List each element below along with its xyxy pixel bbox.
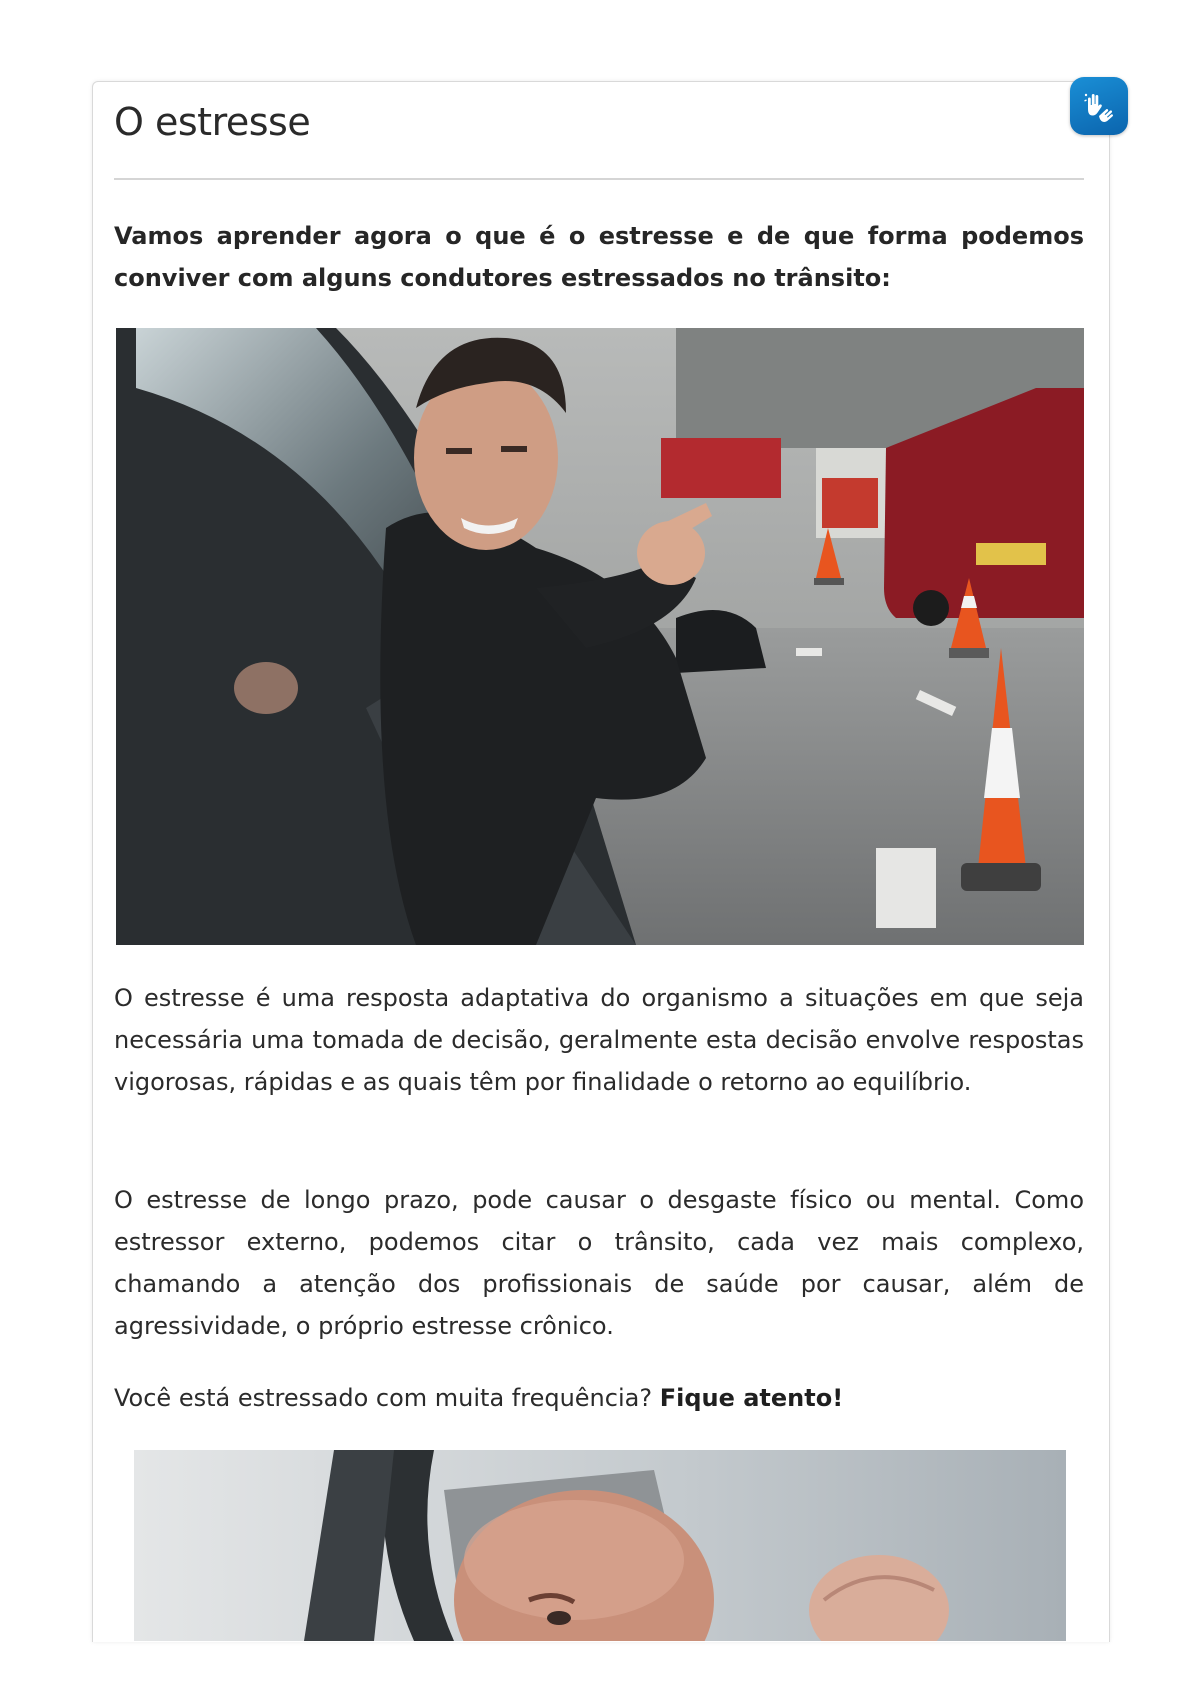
- sign-language-button[interactable]: [1070, 77, 1128, 135]
- intro-text: Vamos aprender agora o que é o estresse e de que forma podemos conviver com alguns condutores estressados no trânsito:: [114, 222, 1084, 292]
- title-divider: [114, 178, 1084, 180]
- page-title: O estresse: [114, 100, 311, 144]
- attention-question: Você está estressado com muita frequência?: [114, 1384, 660, 1412]
- paragraph-attention: [114, 1377, 1084, 1419]
- angry-bald-driver-photo: [134, 1450, 1066, 1641]
- angry-driver-photo: [116, 328, 1084, 945]
- sign-language-hands-icon: [1082, 89, 1116, 123]
- paragraph-long-term-stress: O estresse de longo prazo, pode causar o desgaste físico ou mental. Como estressor externo, podemos citar o trânsito, cada vez mais complexo, chamando a atenção dos profissionais de saúde por causar, além de agressividade, o próprio estresse crônico.: [114, 1186, 1084, 1340]
- attention-emphasis: Fique atento!: [659, 1384, 844, 1412]
- paragraph-stress-definition: O estresse é uma resposta adaptativa do organismo a situações em que seja necessária uma tomada de decisão, geralmente esta decisão envolve respostas vigorosas, rápidas e as quais têm por finalidade o retorno ao equilíbrio.: [114, 984, 1084, 1096]
